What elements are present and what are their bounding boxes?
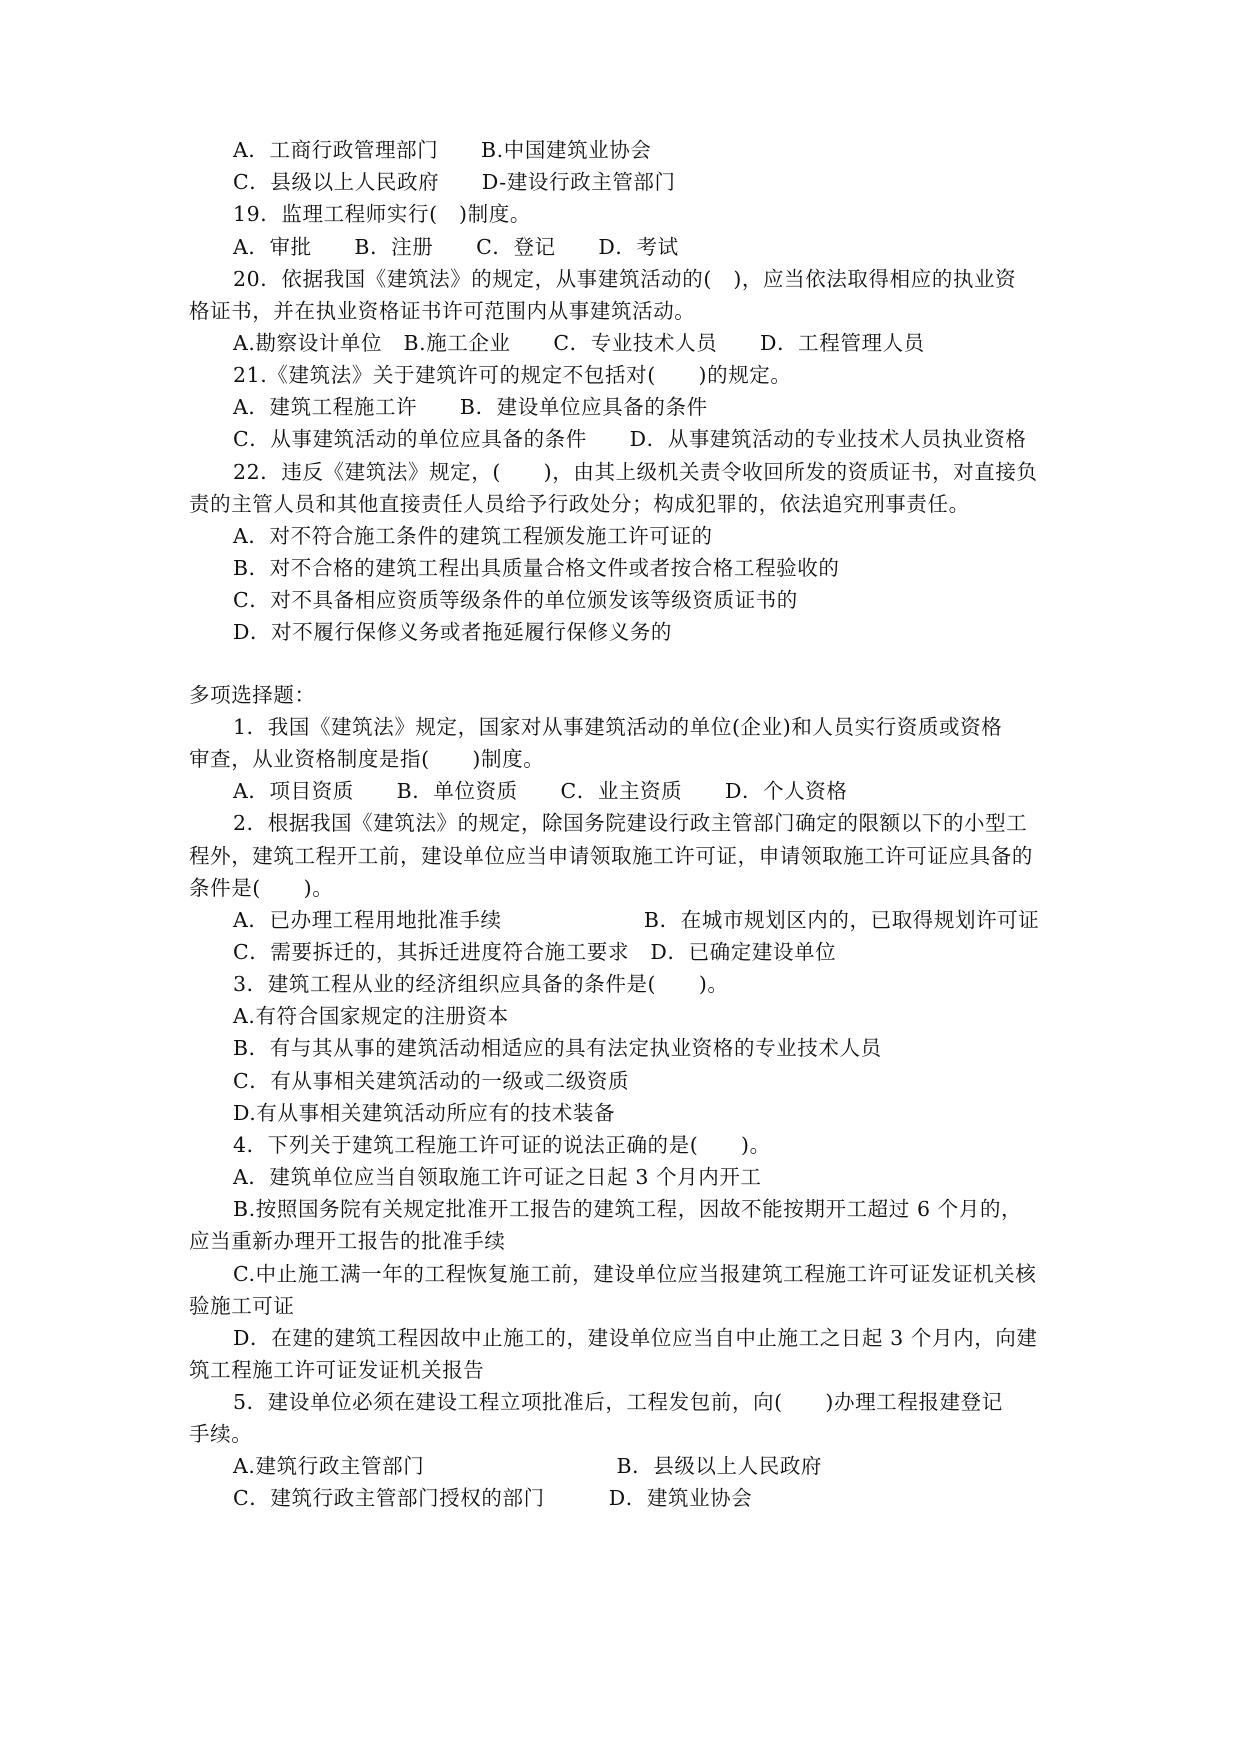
document-line: 条件是( )。 (189, 876, 334, 900)
document-line-indented: C．对不具备相应资质等级条件的单位颁发该等级资质证书的 (233, 588, 798, 612)
document-line-indented: A．建筑工程施工许 B．建设单位应具备的条件 (233, 395, 708, 419)
document-line-indented: B．有与其从事的建筑活动相适应的具有法定执业资格的专业技术人员 (233, 1036, 882, 1060)
document-line-indented: 20．依据我国《建筑法》的规定，从事建筑活动的( )，应当依法取得相应的执业资 (233, 267, 1017, 291)
document-line-indented: C．从事建筑活动的单位应具备的条件 D．从事建筑活动的专业技术人员执业资格 (233, 427, 1027, 451)
document-line-indented: 4．下列关于建筑工程施工许可证的说法正确的是( )。 (233, 1133, 771, 1157)
document-line-indented: A.建筑行政主管部门 B．县级以上人民政府 (233, 1454, 823, 1478)
document-line-indented: 1．我国《建筑法》规定，国家对从事建筑活动的单位(企业)和人员实行资质或资格 (233, 715, 1003, 739)
document-line: 手续。 (189, 1422, 253, 1446)
document-line-indented: C．建筑行政主管部门授权的部门 D．建筑业协会 (233, 1486, 753, 1510)
document-line-indented: 21.《建筑法》关于建筑许可的规定不包括对( )的规定。 (233, 363, 792, 387)
document-line-indented: A．审批 B．注册 C．登记 D．考试 (233, 235, 679, 259)
document-line-indented: D．在建的建筑工程因故中止施工的，建设单位应当自中止施工之日起 3 个月内，向建 (233, 1326, 1038, 1350)
document-line-indented: 3．建筑工程从业的经济组织应具备的条件是( )。 (233, 972, 729, 996)
document-line-indented: A.有符合国家规定的注册资本 (233, 1004, 509, 1028)
document-line-indented: A.勘察设计单位 B.施工企业 C．专业技术人员 D．工程管理人员 (233, 331, 925, 355)
document-line: 审查，从业资格制度是指( )制度。 (189, 747, 545, 771)
document-line-indented: A．对不符合施工条件的建筑工程颁发施工许可证的 (233, 524, 713, 548)
document-line: 多项选择题： (189, 683, 316, 707)
document-line-indented: C.中止施工满一年的工程恢复施工前，建设单位应当报建筑工程施工许可证发证机关核 (233, 1262, 1037, 1286)
document-line-indented: B.按照国务院有关规定批准开工报告的建筑工程，因故不能按期开工超过 6 个月的， (233, 1197, 1023, 1221)
document-line: 格证书，并在执业资格证书许可范围内从事建筑活动。 (189, 299, 696, 323)
document-line-indented: A．建筑单位应当自领取施工许可证之日起 3 个月内开工 (233, 1165, 762, 1189)
document-line-indented: A．项目资质 B．单位资质 C．业主资质 D．个人资格 (233, 779, 848, 803)
document-line: 程外，建筑工程开工前，建设单位应当申请领取施工许可证，申请领取施工许可证应具备的 (189, 844, 1033, 868)
document-line-indented: C．县级以上人民政府 D-建设行政主管部门 (233, 170, 676, 194)
document-line-indented: 5．建设单位必须在建设工程立项批准后，工程发包前，向( )办理工程报建登记 (233, 1390, 1003, 1414)
document-line-indented: D.有从事相关建筑活动所应有的技术装备 (233, 1101, 616, 1125)
document-line: 责的主管人员和其他直接责任人员给予行政处分；构成犯罪的，依法追究刑事责任。 (189, 492, 970, 516)
document-line: 应当重新办理开工报告的批准手续 (189, 1229, 506, 1253)
document-line-indented: 2．根据我国《建筑法》的规定，除国务院建设行政主管部门确定的限额以下的小型工 (233, 811, 1028, 835)
document-line-indented: 19．监理工程师实行( )制度。 (233, 202, 531, 226)
document-line-indented: 22．违反《建筑法》规定，( )，由其上级机关责令收回所发的资质证书，对直接负 (233, 460, 1038, 484)
document-line-indented: D．对不履行保修义务或者拖延履行保修义务的 (233, 620, 673, 644)
document-line-indented: B．对不合格的建筑工程出具质量合格文件或者按合格工程验收的 (233, 556, 840, 580)
document-line: 验施工可证 (189, 1294, 295, 1318)
document-line-indented: A．工商行政管理部门 B.中国建筑业协会 (233, 138, 652, 162)
document-line-indented: A．已办理工程用地批准手续 B．在城市规划区内的，已取得规划许可证 (233, 908, 1040, 932)
document-line: 筑工程施工许可证发证机关报告 (189, 1358, 485, 1382)
document-line-indented: C．有从事相关建筑活动的一级或二级资质 (233, 1069, 630, 1093)
document-line-indented: C．需要拆迁的，其拆迁进度符合施工要求 D．已确定建设单位 (233, 940, 837, 964)
